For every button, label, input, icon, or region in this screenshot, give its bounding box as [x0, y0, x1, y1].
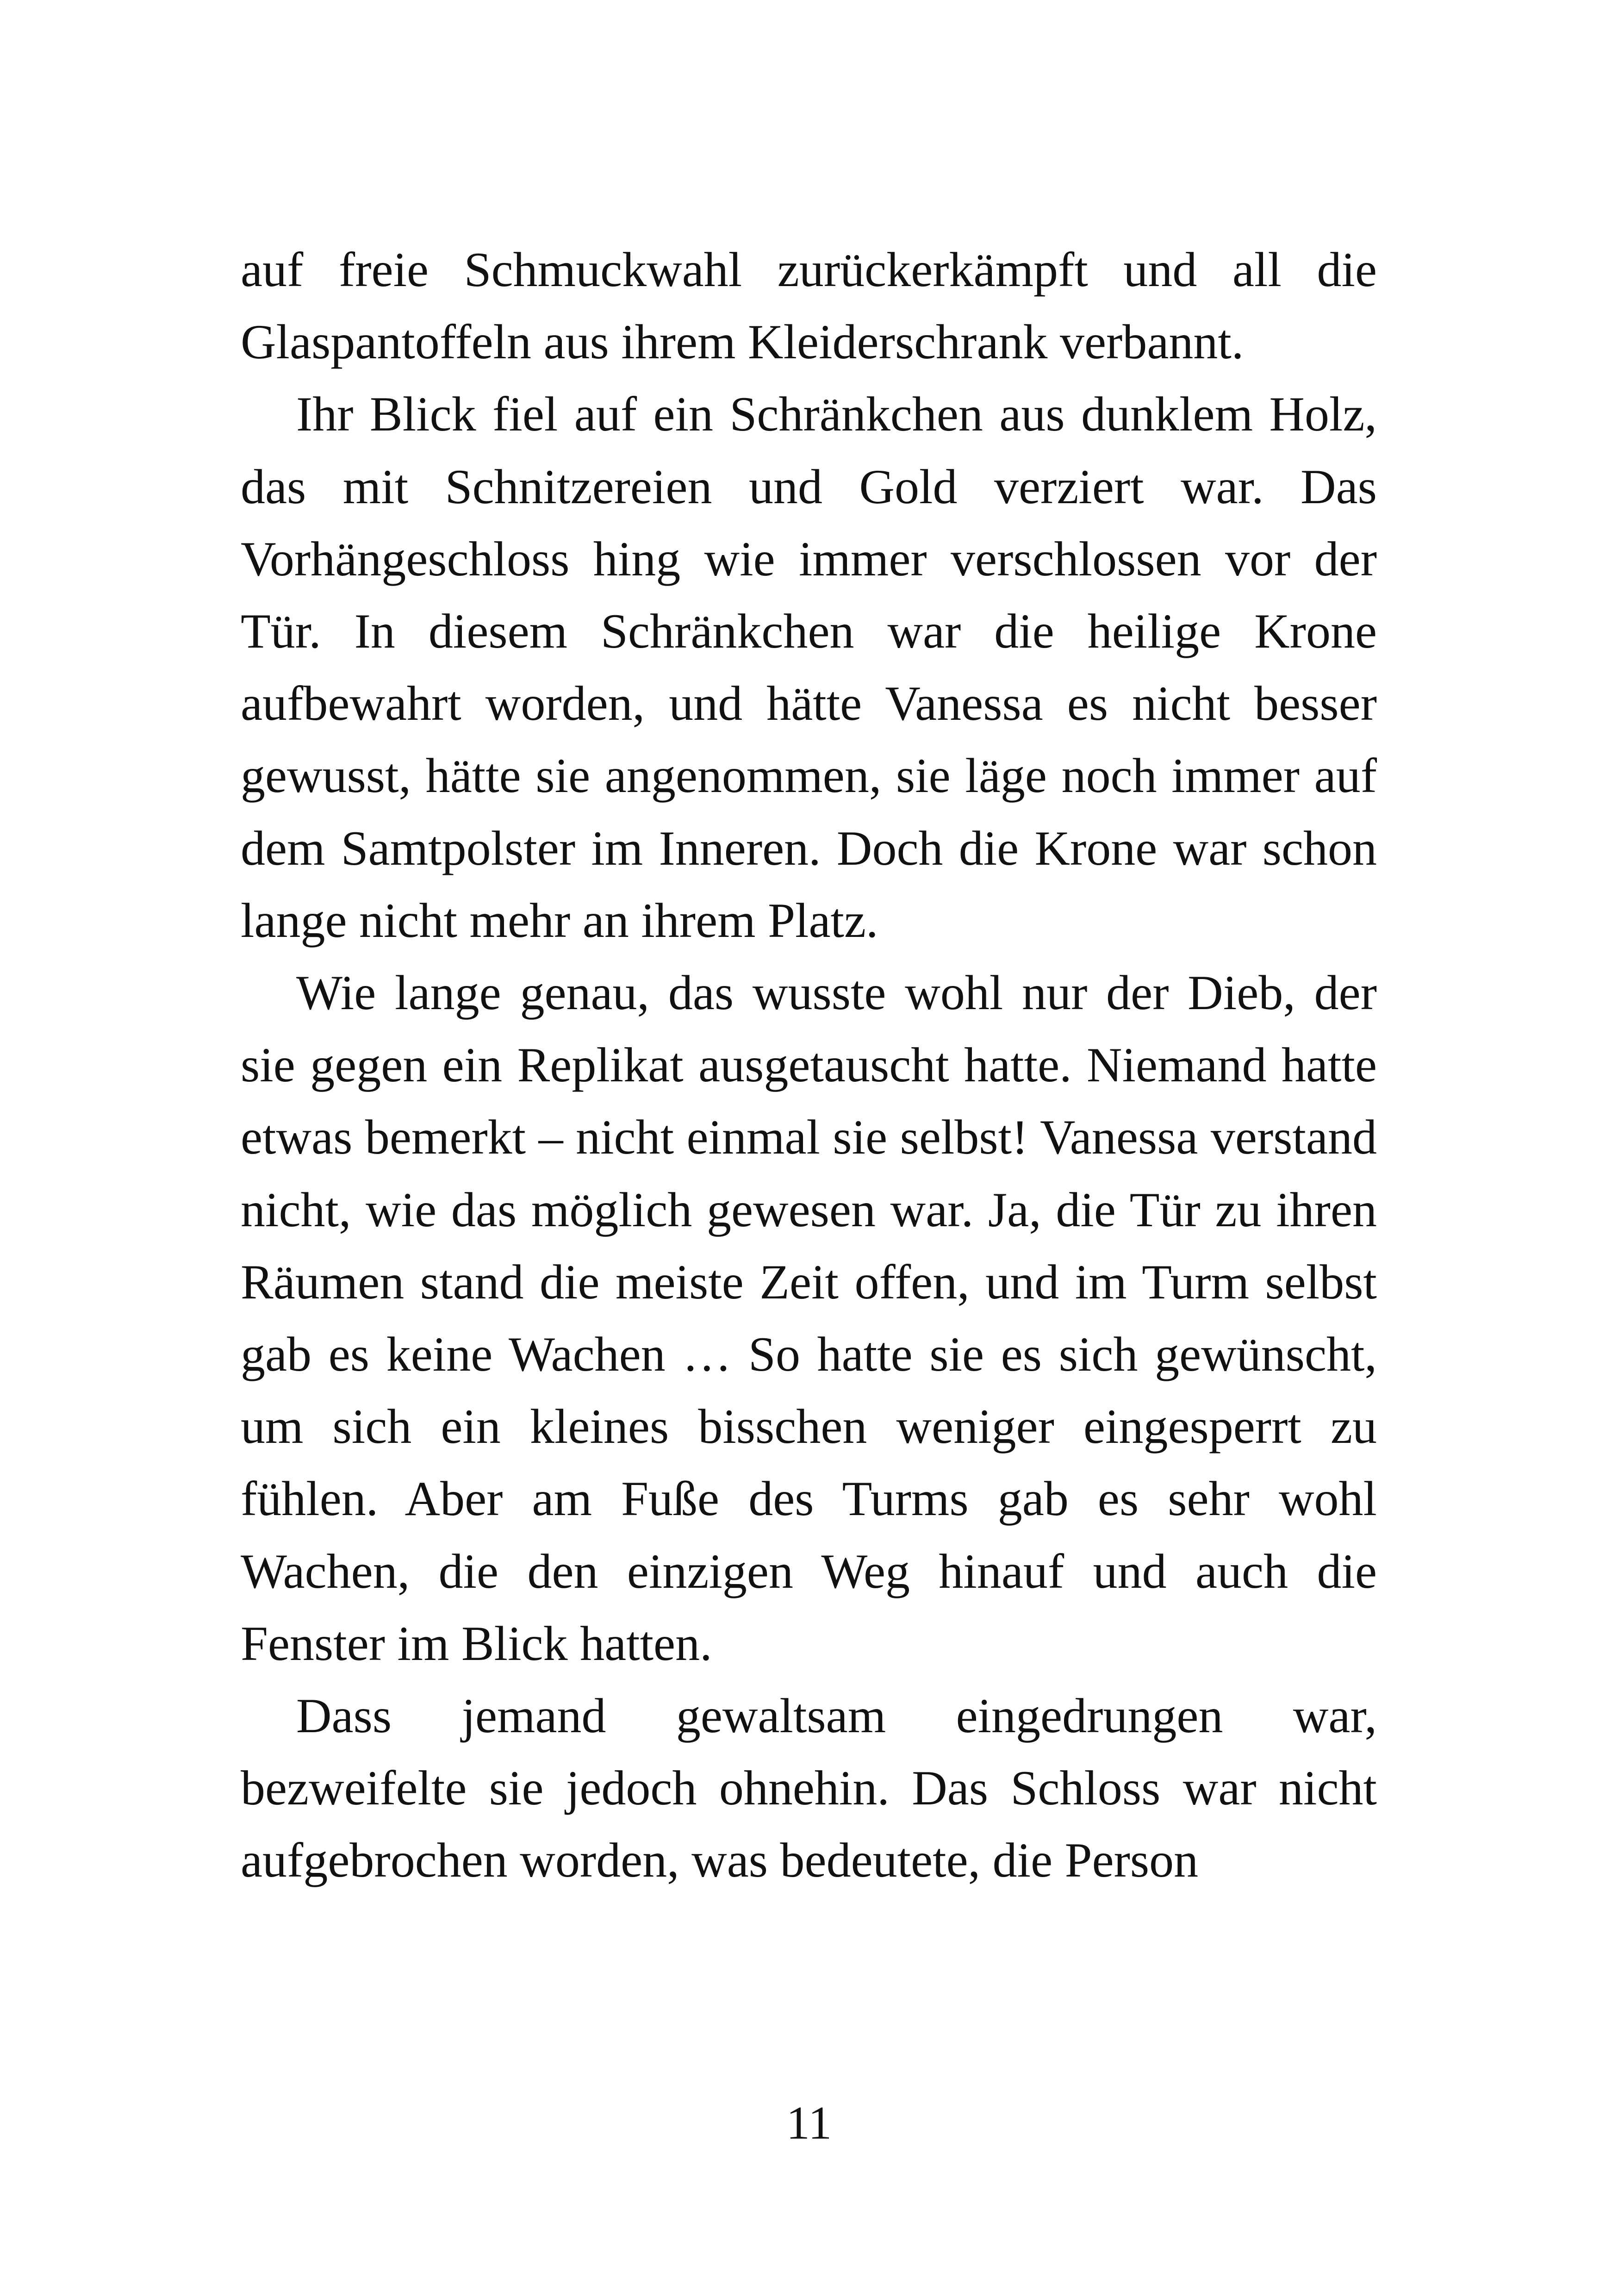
paragraph-eingedrungen: Dass jemand gewaltsam eingedrungen war, bezweifelte sie jedoch ohnehin. Das Schloss war nicht aufgebrochen worden, was bedeutete, die Person: [241, 1689, 1377, 1888]
body-text: [241, 234, 1377, 1897]
paragraph-schraenkchen: Ihr Blick fiel auf ein Schränkchen aus dunklem Holz, das mit Schnitzereien und Gold verziert war. Das Vorhängeschloss hing wie immer verschlossen vor der Tür. In diesem Schränkchen war die heilige Krone aufbewahrt worden, und hätte Vanessa es nicht besser gewusst, hätte sie angenommen, sie läge noch immer auf dem Samtpolster im Inneren. Doch die Krone war schon lange nicht mehr an ihrem Platz.: [241, 387, 1377, 948]
paragraph-continuation: auf freie Schmuckwahl zurückerkämpft und all die Glaspantoffeln aus ihrem Kleiderschrank verbannt.: [241, 243, 1377, 369]
page-number: 11: [786, 2097, 832, 2149]
paragraph-dieb: Wie lange genau, das wusste wohl nur der Dieb, der sie gegen ein Replikat ausgetauscht hatte. Niemand hatte etwas bemerkt – nicht einmal sie selbst! Vanessa verstand nicht, wie das möglich gewesen war. Ja, die Tür zu ihren Räumen stand die meiste Zeit offen, und im Turm selbst gab es keine Wachen … So hatte sie es sich gewünscht, um sich ein kleines bisschen weniger eingesperrt zu fühlen. Aber am Fuße des Turms gab es sehr wohl Wachen, die den einzigen Weg hinauf und auch die Fenster im Blick hatten.: [241, 966, 1377, 1671]
